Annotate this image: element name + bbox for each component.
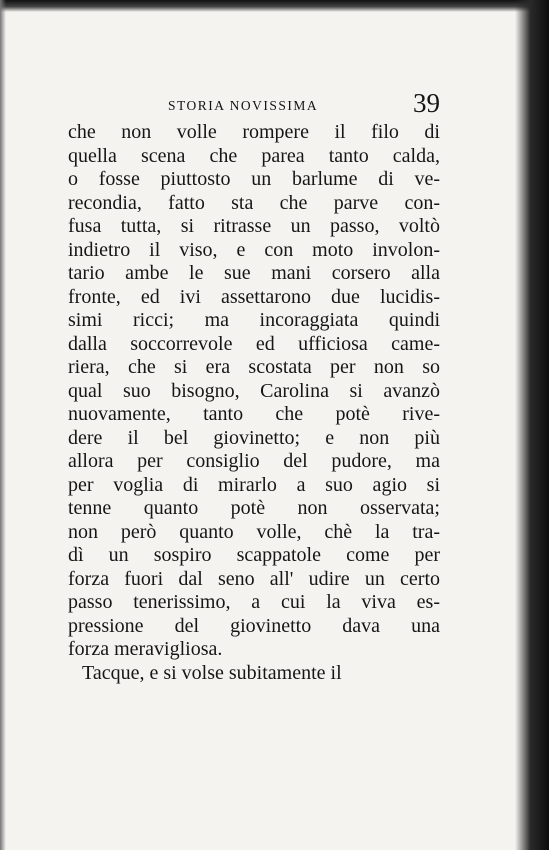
scan-edge-left bbox=[0, 0, 6, 850]
text-line: dì un sospiro scappatole come per bbox=[68, 544, 440, 566]
text-line: recondia, fatto sta che parve con- bbox=[68, 191, 440, 214]
text-line: simi ricci; ma incoraggiata quindi bbox=[68, 309, 440, 331]
text-line: pressione del giovinetto dava una bbox=[68, 614, 440, 637]
paragraph-first-line: Tacque, e si volse subitamente il bbox=[82, 661, 342, 684]
text-line: tenne quanto potè non osservata; bbox=[68, 497, 440, 519]
text-body bbox=[68, 121, 440, 685]
text-line: quella scena che parea tanto calda, bbox=[68, 144, 440, 167]
scan-edge-right bbox=[515, 0, 549, 850]
text-line: per voglia di mirarlo a suo agio si bbox=[68, 473, 440, 496]
text-line: fusa tutta, si ritrasse un passo, voltò bbox=[68, 215, 440, 237]
text-line: nuovamente, tanto che potè rive- bbox=[68, 403, 440, 425]
text-line: indietro il viso, e con moto involon- bbox=[68, 238, 440, 261]
page-header bbox=[68, 88, 440, 120]
text-line: qual suo bisogno, Carolina si avanzò bbox=[68, 379, 440, 402]
text-line: forza meravigliosa. bbox=[68, 638, 223, 660]
text-line: forza fuori dal seno all' udire un certo bbox=[68, 567, 440, 590]
text-line: che non volle rompere il filo di bbox=[68, 121, 440, 143]
page-number: 39 bbox=[413, 88, 440, 118]
text-line: passo tenerissimo, a cui la viva es- bbox=[68, 591, 440, 613]
scan-edge-top bbox=[0, 0, 549, 12]
text-line: allora per consiglio del pudore, ma bbox=[68, 450, 440, 472]
text-line: dere il bel giovinetto; e non più bbox=[68, 426, 440, 449]
text-line: dalla soccorrevole ed ufficiosa came- bbox=[68, 332, 440, 355]
text-line: o fosse piuttosto un barlume di ve- bbox=[68, 168, 440, 190]
text-line: riera, che si era scostata per non so bbox=[68, 356, 440, 378]
text-line: tario ambe le sue mani corsero alla bbox=[68, 262, 440, 284]
text-line: fronte, ed ivi assettarono due lucidis- bbox=[68, 285, 440, 308]
text-line: non però quanto volle, chè la tra- bbox=[68, 520, 440, 543]
running-head: STORIA NOVISSIMA bbox=[168, 98, 319, 113]
